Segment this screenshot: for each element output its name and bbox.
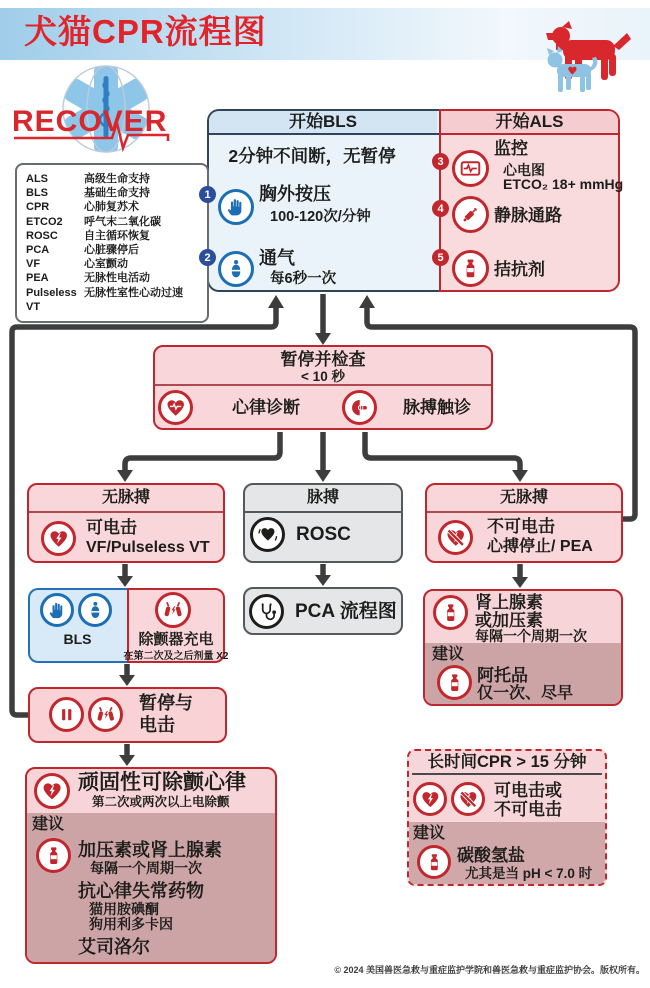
step-badge-5: 5 xyxy=(432,249,449,266)
legend-label: 自主循环恢复 xyxy=(84,229,150,242)
rosc-beating-heart-icon xyxy=(250,517,285,552)
rosc-label: ROSC xyxy=(296,524,351,545)
iv-syringe-icon xyxy=(452,196,489,233)
pause-shock-line2: 电击 xyxy=(139,715,175,735)
copyright-text: © 2024 美国兽医急救与重症监护学院和兽医急救与重症监护协会。版权所有。 xyxy=(334,965,645,975)
legend-row xyxy=(26,229,198,243)
nonshockable-label: 不可电击 xyxy=(487,517,555,536)
bls-resume-label: BLS xyxy=(63,631,92,647)
epinephrine-line2: 或加压素 xyxy=(475,611,543,630)
vf-pulseless-vt-label: VF/Pulseless VT xyxy=(86,539,210,556)
prolonged-line2: 不可电击 xyxy=(494,800,562,819)
defib-charge-label: 除颤器充电 xyxy=(138,631,214,648)
step-badge-1: 1 xyxy=(199,186,216,203)
shockable-heart-bolt-icon xyxy=(413,782,447,816)
step3-sub1: 心电图 xyxy=(503,162,545,178)
bicarbonate-sub: 尤其是当 pH < 7.0 时 xyxy=(465,866,593,881)
ventilation-bag-icon xyxy=(218,251,254,287)
rhythm-diagnosis-label: 心律诊断 xyxy=(232,398,300,417)
pulse-palpation-icon xyxy=(342,390,377,425)
epinephrine-line1: 肾上腺素 xyxy=(475,593,543,612)
abbreviation-legend xyxy=(15,163,209,323)
advice-label: 建议 xyxy=(32,816,65,833)
stethoscope-icon xyxy=(249,594,284,629)
step3-title: 监控 xyxy=(494,139,528,158)
legend-label: 心室颤动 xyxy=(84,258,128,271)
refractory-med2-sub2: 狗用利多卡因 xyxy=(89,916,173,932)
atropine-sub: 仅一次、尽早 xyxy=(477,685,574,702)
legend-abbr: Pulseless VT xyxy=(26,286,77,313)
refractory-sub: 第二次或两次以上电除颤 xyxy=(92,795,230,809)
ventilation-bag-icon xyxy=(78,593,112,627)
legend-abbr: BLS xyxy=(26,187,48,200)
chest-compression-hand-icon xyxy=(40,593,74,627)
legend-row xyxy=(26,186,198,200)
step-badge-3: 3 xyxy=(432,153,449,170)
prolonged-line1: 可电击或 xyxy=(494,781,562,800)
legend-label: 高级生命支持 xyxy=(84,173,150,185)
atropine-label: 阿托品 xyxy=(477,666,528,685)
advice-label: 建议 xyxy=(432,646,465,663)
legend-label: 无脉性室性心动过速 xyxy=(84,286,183,299)
legend-label: 无脉性电活动 xyxy=(84,272,150,285)
shockable-heart-bolt-icon xyxy=(41,521,76,556)
pause-icon xyxy=(49,697,84,732)
vasopressin-bottle-icon xyxy=(36,838,71,873)
refractory-med1-sub: 每隔一个周期一次 xyxy=(90,860,202,876)
pause-check-title: 暂停并检查 xyxy=(280,350,366,369)
bicarbonate-bottle-icon xyxy=(417,845,451,879)
defib-paddles-icon xyxy=(88,697,123,732)
bls-header: 开始BLS xyxy=(289,112,357,131)
refractory-med3: 艾司洛尔 xyxy=(78,937,150,957)
step2-title: 通气 xyxy=(259,248,295,268)
legend-abbr: VF xyxy=(26,258,41,271)
nonshockable-heart-icon xyxy=(451,782,485,816)
bicarbonate-label: 碳酸氢盐 xyxy=(457,846,525,865)
pulse-palpation-label: 脉搏触诊 xyxy=(403,398,471,417)
shockable-heart-bolt-icon xyxy=(34,773,70,809)
ecg-monitor-icon xyxy=(452,150,489,187)
refractory-med2-sub1: 猫用胺碘酮 xyxy=(89,901,159,917)
step5-title: 拮抗剂 xyxy=(494,260,545,279)
legend-row xyxy=(26,215,198,229)
shockable-label: 可电击 xyxy=(86,518,137,537)
step1-title: 胸外按压 xyxy=(259,184,331,204)
advice-label: 建议 xyxy=(413,825,446,842)
legend-abbr: CPR xyxy=(26,201,50,214)
refractory-title: 顽固性可除颤心律 xyxy=(78,771,246,794)
legend-label: 心肺复苏术 xyxy=(84,201,139,214)
epinephrine-bottle-icon xyxy=(433,595,468,630)
legend-label: 心脏骤停后 xyxy=(84,244,139,257)
step3-sub2: ETCO₂ 18+ mmHg xyxy=(503,176,624,192)
pause-shock-line1: 暂停与 xyxy=(139,693,193,713)
step4-title: 静脉通路 xyxy=(494,206,562,225)
dog-cat-logo-icon xyxy=(543,14,639,98)
legend-row xyxy=(26,243,198,257)
pause-check-sub: < 10 秒 xyxy=(301,369,345,384)
legend-abbr: ALS xyxy=(26,173,48,185)
defib-paddles-icon xyxy=(155,592,191,628)
recover-wordmark: RECOVER xyxy=(12,105,168,138)
asystole-pea-label: 心搏停止/ PEA xyxy=(487,538,593,555)
nonshockable-heart-icon xyxy=(438,520,473,555)
step1-sub: 100-120次/分钟 xyxy=(270,209,371,225)
step2-sub: 每6秒一次 xyxy=(270,271,337,287)
recover-logo xyxy=(8,62,198,166)
legend-row xyxy=(26,286,198,314)
defib-charge-sub: 在第二次及之后剂量 X2 xyxy=(123,651,229,662)
antagonist-bottle-icon xyxy=(452,250,489,287)
step-badge-4: 4 xyxy=(432,200,449,217)
legend-abbr: PEA xyxy=(26,272,49,285)
legend-abbr: PCA xyxy=(26,244,50,257)
no-pulse-right-header: 无脉搏 xyxy=(499,489,548,506)
als-header: 开始ALS xyxy=(495,112,564,131)
chest-compression-hand-icon xyxy=(218,189,254,225)
legend-row xyxy=(26,172,198,186)
pulse-header: 脉搏 xyxy=(306,489,339,506)
refractory-med2: 抗心律失常药物 xyxy=(78,881,204,901)
legend-abbr: ETCO2 xyxy=(26,215,63,228)
pca-label: PCA 流程图 xyxy=(295,601,397,622)
refractory-med1: 加压素或肾上腺素 xyxy=(78,840,222,860)
rhythm-heart-ecg-icon xyxy=(158,390,193,425)
no-pulse-left-header: 无脉搏 xyxy=(101,489,150,506)
legend-label: 基础生命支持 xyxy=(84,187,150,200)
page-title: 犬猫CPR流程图 xyxy=(24,13,267,50)
legend-row xyxy=(26,271,198,285)
epinephrine-line3: 每隔一个周期一次 xyxy=(475,628,587,644)
legend-abbr: ROSC xyxy=(26,229,58,242)
step-badge-2: 2 xyxy=(199,249,216,266)
atropine-bottle-icon xyxy=(437,665,472,700)
legend-label: 呼气末二氧化碳 xyxy=(84,215,161,228)
legend-row xyxy=(26,257,198,271)
bls-note: 2分钟不间断，无暂停 xyxy=(228,146,396,166)
prolonged-title: 长时间CPR > 15 分钟 xyxy=(427,753,587,771)
legend-row xyxy=(26,200,198,214)
